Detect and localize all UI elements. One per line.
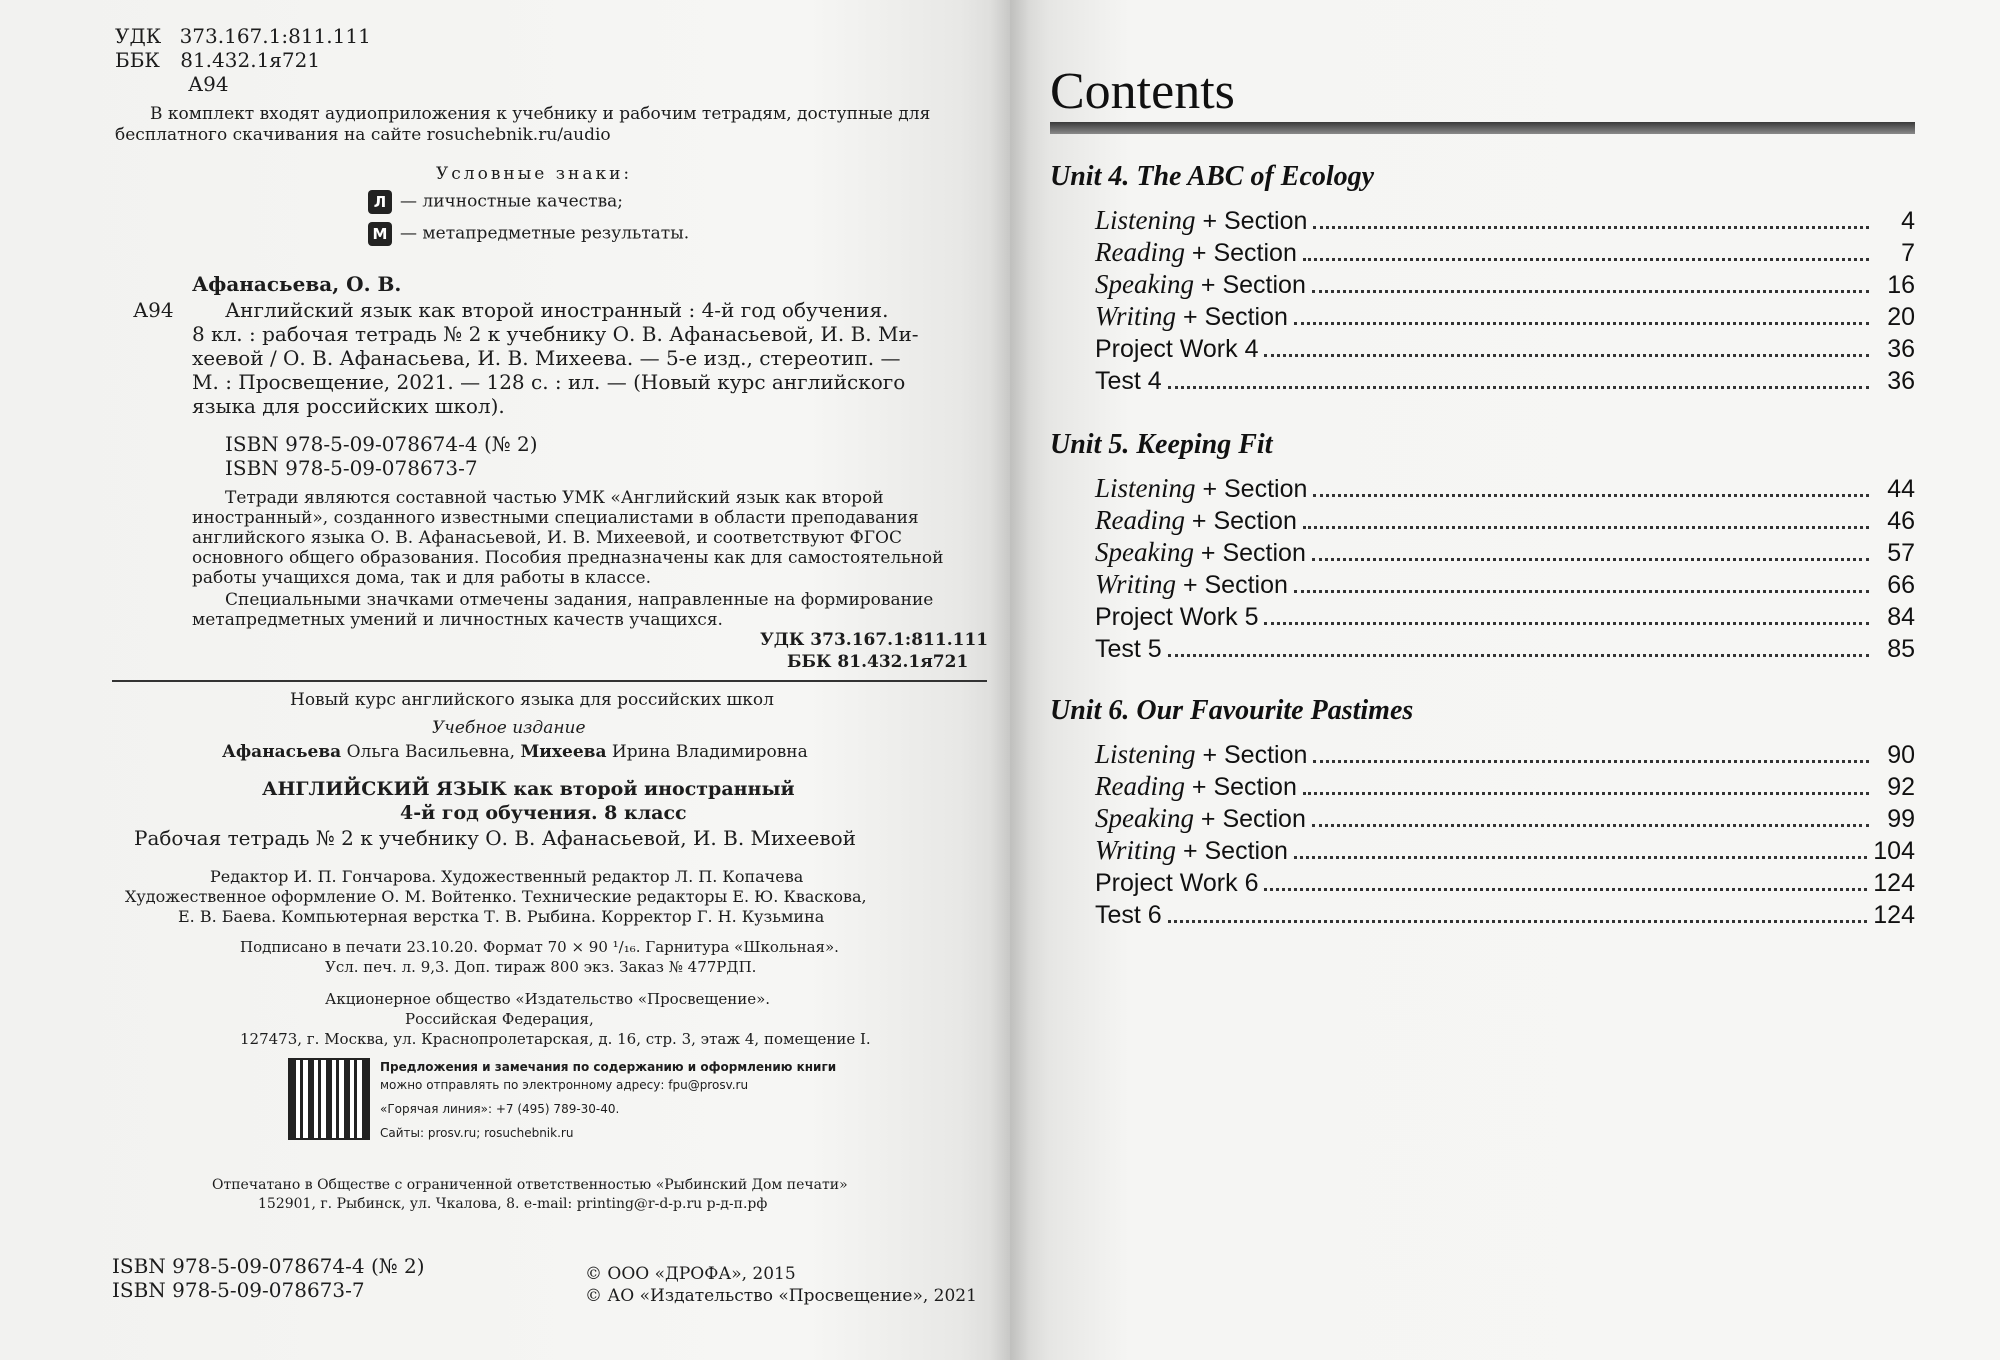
heading-bar (1050, 122, 1915, 134)
description-line-1: Тетради являются составной частью УМК «Английский язык как второй (225, 488, 884, 508)
toc-entry-label (1095, 600, 1258, 633)
toc-entry[interactable] (1095, 770, 1915, 802)
toc-entry-label (1095, 834, 1288, 867)
toc-entry[interactable] (1095, 364, 1915, 396)
contact-line-3: «Горячая линия»: +7 (495) 789-30-40. (380, 1102, 620, 1116)
section-divider (112, 680, 987, 682)
toc-entry[interactable] (1095, 600, 1915, 632)
toc-entry[interactable] (1095, 236, 1915, 268)
toc-page-number: 104 (1873, 837, 1915, 865)
toc-entry[interactable] (1095, 834, 1915, 866)
toc-entry[interactable] (1095, 536, 1915, 568)
contents-heading: Contents (1050, 63, 1235, 120)
toc-entry[interactable] (1095, 568, 1915, 600)
author-2-surname: Михеева (520, 742, 607, 762)
description-line-4: основного общего образования. Пособия предназначены как для самостоятельной (192, 548, 944, 568)
toc-entry-rest: Project Work 4 (1095, 335, 1259, 363)
toc-entry-italic: Speaking (1095, 803, 1194, 833)
biblio-line-5: языка для российских школ). (192, 394, 505, 418)
toc-page-number: 44 (1887, 475, 1915, 503)
book-subtitle: 4-й год обучения. 8 класс (400, 802, 687, 824)
legend-text-metasubject: — метапредметные результаты. (400, 223, 690, 244)
toc-entry-label (1095, 738, 1307, 771)
contact-line-1: Предложения и замечания по содержанию и оформлению книги (380, 1060, 837, 1074)
toc-entry-label (1095, 802, 1306, 835)
toc-entry-label (1095, 898, 1162, 931)
bbk-bottom: ББК 81.432.1я721 (787, 652, 969, 672)
toc-entry-label (1095, 536, 1306, 569)
copyright-line-2: © АО «Издательство «Просвещение», 2021 (585, 1286, 977, 1306)
toc-entry-italic: Listening (1095, 739, 1196, 769)
legend-item-metasubject (368, 222, 689, 246)
toc-entry-label (1095, 472, 1307, 505)
toc-entry-italic: Writing (1095, 301, 1177, 331)
book-part: Рабочая тетрадь № 2 к учебнику О. В. Афанасьевой, И. В. Михеевой (134, 826, 856, 850)
book-title: АНГЛИЙСКИЙ ЯЗЫК как второй иностранный (262, 778, 795, 800)
leader-dots (1294, 570, 1869, 593)
bbk-line (115, 48, 320, 72)
toc-entry-rest: Test 5 (1095, 635, 1162, 663)
leader-dots (1312, 804, 1869, 827)
udk-bottom: УДК 373.167.1:811.111 (760, 630, 989, 650)
toc-entry[interactable] (1095, 300, 1915, 332)
unit-6-title[interactable]: Unit 6. Our Favourite Pastimes (1050, 695, 1414, 726)
toc-page-number: 4 (1901, 207, 1915, 235)
toc-page-number: 36 (1887, 335, 1915, 363)
leader-dots (1294, 836, 1867, 859)
udk-line (115, 24, 371, 48)
toc-entry-label (1095, 770, 1297, 803)
biblio-line-1: Английский язык как второй иностранный : 4-й год обучения. (225, 298, 889, 322)
printer-line-2: 152901, г. Рыбинск, ул. Чкалова, 8. e-mail: printing@r-d-p.ru р-д-п.рф (258, 1196, 768, 1212)
copyright-line-1: © ООО «ДРОФА», 2015 (585, 1264, 796, 1284)
printer-line-1: Отпечатано в Обществе с ограниченной ответственностью «Рыбинский Дом печати» (212, 1177, 848, 1193)
toc-entry-label (1095, 332, 1258, 365)
leader-dots (1313, 740, 1869, 763)
isbn-line-2: ISBN 978-5-09-078673-7 (225, 456, 478, 480)
leader-dots (1303, 506, 1869, 529)
toc-entry-rest: Test 6 (1095, 901, 1162, 929)
toc-page-number: 85 (1887, 635, 1915, 663)
toc-entry-rest: + Section (1176, 837, 1288, 865)
description-line-6: Специальными значками отмечены задания, направленные на формирование (225, 590, 934, 610)
toc-entry[interactable] (1095, 204, 1915, 236)
biblio-line-2: 8 кл. : рабочая тетрадь № 2 к учебнику О. В. Афанасьевой, И. В. Ми- (192, 322, 919, 346)
toc-entry-italic: Writing (1095, 835, 1177, 865)
biblio-line-3: хеевой / О. В. Афанасьева, И. В. Михеева. — 5-е изд., стереотип. — (192, 346, 901, 370)
series-name: Новый курс английского языка для российских школ (290, 690, 774, 710)
isbn-bottom-1: ISBN 978-5-09-078674-4 (№ 2) (112, 1254, 425, 1278)
legend-title: Условные знаки: (436, 164, 633, 184)
toc-entry-label (1095, 364, 1162, 397)
toc-entry[interactable] (1095, 472, 1915, 504)
audio-note-line-1: В комплект входят аудиоприложения к учебнику и рабочим тетрадям, доступные для (150, 104, 931, 124)
toc-entry[interactable] (1095, 866, 1915, 898)
print-line-1: Подписано в печати 23.10.20. Формат 70 × 90 ¹/₁₆. Гарнитура «Школьная». (240, 938, 839, 956)
leader-dots (1168, 366, 1869, 389)
credits-line-3: Е. В. Баева. Компьютерная верстка Т. В. Рыбина. Корректор Г. Н. Кузьмина (178, 907, 825, 926)
contact-line-4: Сайты: prosv.ru; rosuchebnik.ru (380, 1126, 574, 1140)
leader-dots (1264, 868, 1867, 891)
toc-page-number: 36 (1887, 367, 1915, 395)
toc-page-number: 66 (1887, 571, 1915, 599)
toc-entry-rest: + Section (1193, 539, 1306, 567)
toc-entry-rest: + Section (1195, 475, 1308, 503)
description-line-5: работы учащихся дома, так и для работы в классе. (192, 568, 652, 588)
toc-entry-rest: + Section (1195, 207, 1308, 235)
toc-entry-label (1095, 568, 1288, 601)
leader-dots (1168, 900, 1868, 923)
leader-dots (1303, 772, 1869, 795)
leader-dots (1294, 302, 1869, 325)
toc-entry-rest: + Section (1193, 805, 1306, 833)
udk-label: УДК (115, 24, 162, 48)
toc-entry-rest: Project Work 5 (1095, 603, 1259, 631)
toc-entry-label (1095, 236, 1297, 269)
toc-entry-label (1095, 632, 1162, 665)
publisher-line-3: 127473, г. Москва, ул. Краснопролетарская, д. 16, стр. 3, этаж 4, помещение I. (240, 1030, 871, 1048)
toc-page-number: 46 (1887, 507, 1915, 535)
toc-entry-label (1095, 268, 1306, 301)
toc-entry-label (1095, 866, 1258, 899)
edition-type: Учебное издание (432, 718, 586, 738)
biblio-code: А94 (133, 298, 174, 322)
toc-entry-italic: Reading (1095, 237, 1185, 267)
toc-entry-label (1095, 504, 1297, 537)
toc-entry-italic: Speaking (1095, 269, 1194, 299)
contact-line-2: можно отправлять по электронному адресу: fpu@prosv.ru (380, 1078, 749, 1092)
leader-dots (1313, 474, 1869, 497)
leader-dots (1313, 206, 1869, 229)
description-line-7: метапредметных умений и личностных качеств учащихся. (192, 610, 723, 630)
toc-entry-rest: Project Work 6 (1095, 869, 1259, 897)
toc-entry-label (1095, 300, 1288, 333)
toc-entry-rest: + Section (1184, 507, 1297, 535)
toc-page-number: 16 (1887, 271, 1915, 299)
toc-entry-label (1095, 204, 1307, 237)
toc-page-number: 57 (1887, 539, 1915, 567)
leader-dots (1312, 270, 1869, 293)
bbk-label: ББК (115, 48, 160, 72)
description-line-3: английского языка О. В. Афанасьевой, И. В. Михеевой, и соответствуют ФГОС (192, 528, 902, 548)
author-mark-top: А94 (188, 72, 229, 96)
isbn-bottom-2: ISBN 978-5-09-078673-7 (112, 1278, 365, 1302)
toc-entry-rest: Test 4 (1095, 367, 1162, 395)
toc-entry-rest: + Section (1184, 773, 1297, 801)
toc-page-number: 84 (1887, 603, 1915, 631)
unit-4-title[interactable]: Unit 4. The ABC of Ecology (1050, 161, 1375, 192)
toc-entry[interactable] (1095, 268, 1915, 300)
toc-page-number: 99 (1887, 805, 1915, 833)
leader-dots (1303, 238, 1869, 261)
leader-dots (1168, 634, 1869, 657)
toc-entry-rest: + Section (1195, 741, 1308, 769)
toc-page-number: 92 (1887, 773, 1915, 801)
toc-page-number: 7 (1901, 239, 1915, 267)
toc-page-number: 20 (1887, 303, 1915, 331)
toc-entry-italic: Reading (1095, 505, 1185, 535)
toc-entry-italic: Listening (1095, 205, 1196, 235)
author-1-name: Ольга Васильевна, (346, 742, 516, 762)
legend-text-personal: — личностные качества; (400, 191, 624, 212)
publisher-line-1: Акционерное общество «Издательство «Просвещение». (325, 990, 771, 1008)
book-gutter (990, 0, 1030, 1360)
toc-entry-rest: + Section (1176, 303, 1288, 331)
metasubject-results-icon: М (368, 222, 392, 246)
credits-line-2: Художественное оформление О. М. Войтенко. Технические редакторы Е. Ю. Кваскова, (125, 887, 867, 906)
toc-entry-italic: Listening (1095, 473, 1196, 503)
toc-entry[interactable] (1095, 332, 1915, 364)
description-line-2: иностранный», созданного известными специалистами в области преподавания (192, 508, 919, 528)
unit-5-title[interactable]: Unit 5. Keeping Fit (1050, 429, 1273, 460)
toc-page-number: 124 (1873, 901, 1915, 929)
authors-full (222, 742, 808, 763)
author-1-surname: Афанасьева (222, 742, 342, 762)
toc-page-number: 124 (1873, 869, 1915, 897)
qr-code-icon[interactable] (288, 1058, 370, 1140)
leader-dots (1264, 334, 1869, 357)
leader-dots (1312, 538, 1869, 561)
toc-entry[interactable] (1095, 504, 1915, 536)
toc-entry-italic: Speaking (1095, 537, 1194, 567)
biblio-line-4: М. : Просвещение, 2021. — 128 с. : ил. — (Новый курс английского (192, 370, 906, 394)
audio-note-line-2: бесплатного скачивания на сайте rosuchebnik.ru/audio (115, 125, 611, 145)
toc-entry[interactable] (1095, 898, 1915, 930)
toc-entry-rest: + Section (1184, 239, 1297, 267)
toc-entry[interactable] (1095, 738, 1915, 770)
toc-entry-italic: Reading (1095, 771, 1185, 801)
toc-entry-italic: Writing (1095, 569, 1177, 599)
udk-code: 373.167.1:811.111 (179, 24, 371, 48)
toc-page-number: 90 (1887, 741, 1915, 769)
publisher-line-2: Российская Федерация, (405, 1010, 594, 1028)
author-heading: Афанасьева, О. В. (192, 272, 402, 296)
legend-item-personal (368, 190, 623, 214)
bbk-code: 81.432.1я721 (180, 48, 321, 72)
personal-qualities-icon: Л (368, 190, 392, 214)
print-line-2: Усл. печ. л. 9,3. Доп. тираж 800 экз. Заказ № 477РДП. (325, 958, 757, 976)
leader-dots (1264, 602, 1869, 625)
toc-entry-rest: + Section (1193, 271, 1306, 299)
toc-entry-rest: + Section (1176, 571, 1288, 599)
toc-entry[interactable] (1095, 802, 1915, 834)
credits-line-1: Редактор И. П. Гончарова. Художественный редактор Л. П. Копачева (210, 867, 804, 886)
isbn-line-1: ISBN 978-5-09-078674-4 (№ 2) (225, 432, 538, 456)
toc-entry[interactable] (1095, 632, 1915, 664)
author-2-name: Ирина Владимировна (611, 742, 808, 762)
